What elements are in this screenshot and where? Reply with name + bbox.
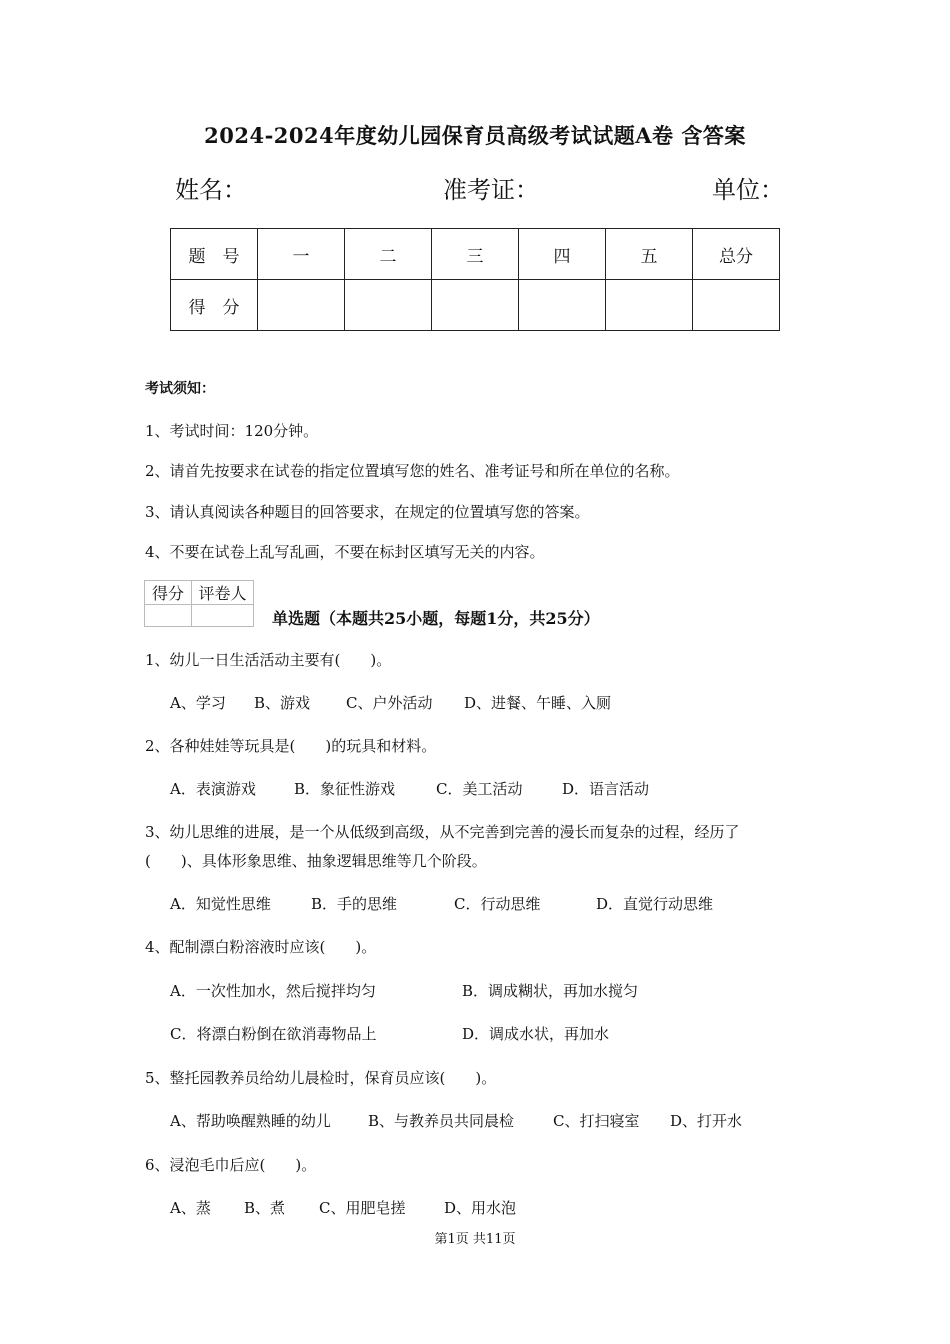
option-b[interactable]: B、游戏 xyxy=(254,694,311,712)
notice-item: 2、请首先按要求在试卷的指定位置填写您的姓名、准考证号和所在单位的名称。 xyxy=(145,462,680,480)
question-stem: 3、幼儿思维的进展，是一个从低级到高级，从不完善到完善的漫长而复杂的过程，经历了 xyxy=(145,823,740,841)
grader-box xyxy=(144,580,254,627)
unit-field-label: 单位： xyxy=(712,176,784,204)
score-table-label-score: 得 分 xyxy=(171,280,258,331)
page-footer: 第1页 共11页 xyxy=(434,1232,516,1247)
option-c[interactable]: C、打扫寝室 xyxy=(553,1112,640,1130)
option-c[interactable]: C、用肥皂搓 xyxy=(319,1199,406,1217)
option-a[interactable]: A．表演游戏 xyxy=(170,780,256,798)
question-options xyxy=(170,1197,516,1218)
question-stem: 6、浸泡毛巾后应( )。 xyxy=(145,1156,317,1174)
option-d[interactable]: D．直觉行动思维 xyxy=(596,895,714,913)
score-table-col-5: 五 xyxy=(606,229,693,280)
score-table-header-row xyxy=(171,229,780,280)
score-cell[interactable] xyxy=(345,280,432,331)
option-a[interactable]: A．知觉性思维 xyxy=(170,895,271,913)
page-title: 2024-2024年度幼儿园保育员高级考试试题A卷 含答案 xyxy=(204,123,746,148)
score-table-col-2: 二 xyxy=(345,229,432,280)
score-cell[interactable] xyxy=(693,280,780,331)
question-stem: 1、幼儿一日生活活动主要有( )。 xyxy=(145,651,392,669)
score-table-label-question: 题 号 xyxy=(171,229,258,280)
option-b[interactable]: B．手的思维 xyxy=(311,895,398,913)
question-options xyxy=(170,692,611,713)
exam-number-field-label: 准考证： xyxy=(443,176,539,204)
name-field-label: 姓名： xyxy=(175,176,247,204)
question-options xyxy=(170,1110,742,1131)
notice-item: 3、请认真阅读各种题目的回答要求，在规定的位置填写您的答案。 xyxy=(145,503,590,521)
option-d[interactable]: D、打开水 xyxy=(670,1112,743,1130)
grader-score-label: 得分 xyxy=(145,581,192,605)
question-stem: 4、配制漂白粉溶液时应该( )。 xyxy=(145,938,377,956)
question-options xyxy=(170,893,713,914)
notice-item: 1、考试时间：120分钟。 xyxy=(145,422,319,440)
option-c[interactable]: C．将漂白粉倒在欲消毒物品上 xyxy=(170,1025,377,1043)
option-d[interactable]: D．语言活动 xyxy=(562,780,650,798)
score-cell[interactable] xyxy=(432,280,519,331)
question-stem: 2、各种娃娃等玩具是( )的玩具和材料。 xyxy=(145,737,437,755)
score-cell[interactable] xyxy=(606,280,693,331)
question-stem: 5、整托园教养员给幼儿晨检时，保育员应该( )。 xyxy=(145,1069,497,1087)
question-stem-continued: ( )、具体形象思维、抽象逻辑思维等几个阶段。 xyxy=(145,852,487,870)
option-a[interactable]: A、学习 xyxy=(170,694,226,712)
option-a[interactable]: A、蒸 xyxy=(170,1199,211,1217)
option-b[interactable]: B．象征性游戏 xyxy=(294,780,396,798)
score-table-col-1: 一 xyxy=(258,229,345,280)
option-c[interactable]: C．美工活动 xyxy=(436,780,523,798)
option-c[interactable]: C．行动思维 xyxy=(454,895,541,913)
option-b[interactable]: B、与教养员共同晨检 xyxy=(368,1112,515,1130)
grader-name-label: 评卷人 xyxy=(192,581,254,605)
option-a[interactable]: A、帮助唤醒熟睡的幼儿 xyxy=(170,1112,331,1130)
option-d[interactable]: D．调成水状，再加水 xyxy=(462,1025,610,1043)
score-table-col-3: 三 xyxy=(432,229,519,280)
score-table-col-total: 总分 xyxy=(693,229,780,280)
notice-item: 4、不要在试卷上乱写乱画，不要在标封区填写无关的内容。 xyxy=(145,543,545,561)
score-cell[interactable] xyxy=(519,280,606,331)
option-d[interactable]: D、进餐、午睡、入厕 xyxy=(464,694,612,712)
score-cell[interactable] xyxy=(258,280,345,331)
option-b[interactable]: B、煮 xyxy=(244,1199,286,1217)
option-d[interactable]: D、用水泡 xyxy=(444,1199,517,1217)
question-options xyxy=(170,1023,609,1044)
question-options xyxy=(170,778,649,799)
score-table xyxy=(170,228,780,331)
notice-heading: 考试须知： xyxy=(145,381,215,397)
option-a[interactable]: A．一次性加水，然后搅拌均匀 xyxy=(170,982,376,1000)
grader-score-cell[interactable] xyxy=(145,605,192,627)
score-table-score-row xyxy=(171,280,780,331)
question-options xyxy=(170,980,638,1001)
score-table-col-4: 四 xyxy=(519,229,606,280)
section-title: 单选题（本题共25小题，每题1分，共25分） xyxy=(272,609,600,628)
grader-name-cell[interactable] xyxy=(192,605,254,627)
option-c[interactable]: C、户外活动 xyxy=(346,694,433,712)
option-b[interactable]: B．调成糊状，再加水搅匀 xyxy=(462,982,639,1000)
